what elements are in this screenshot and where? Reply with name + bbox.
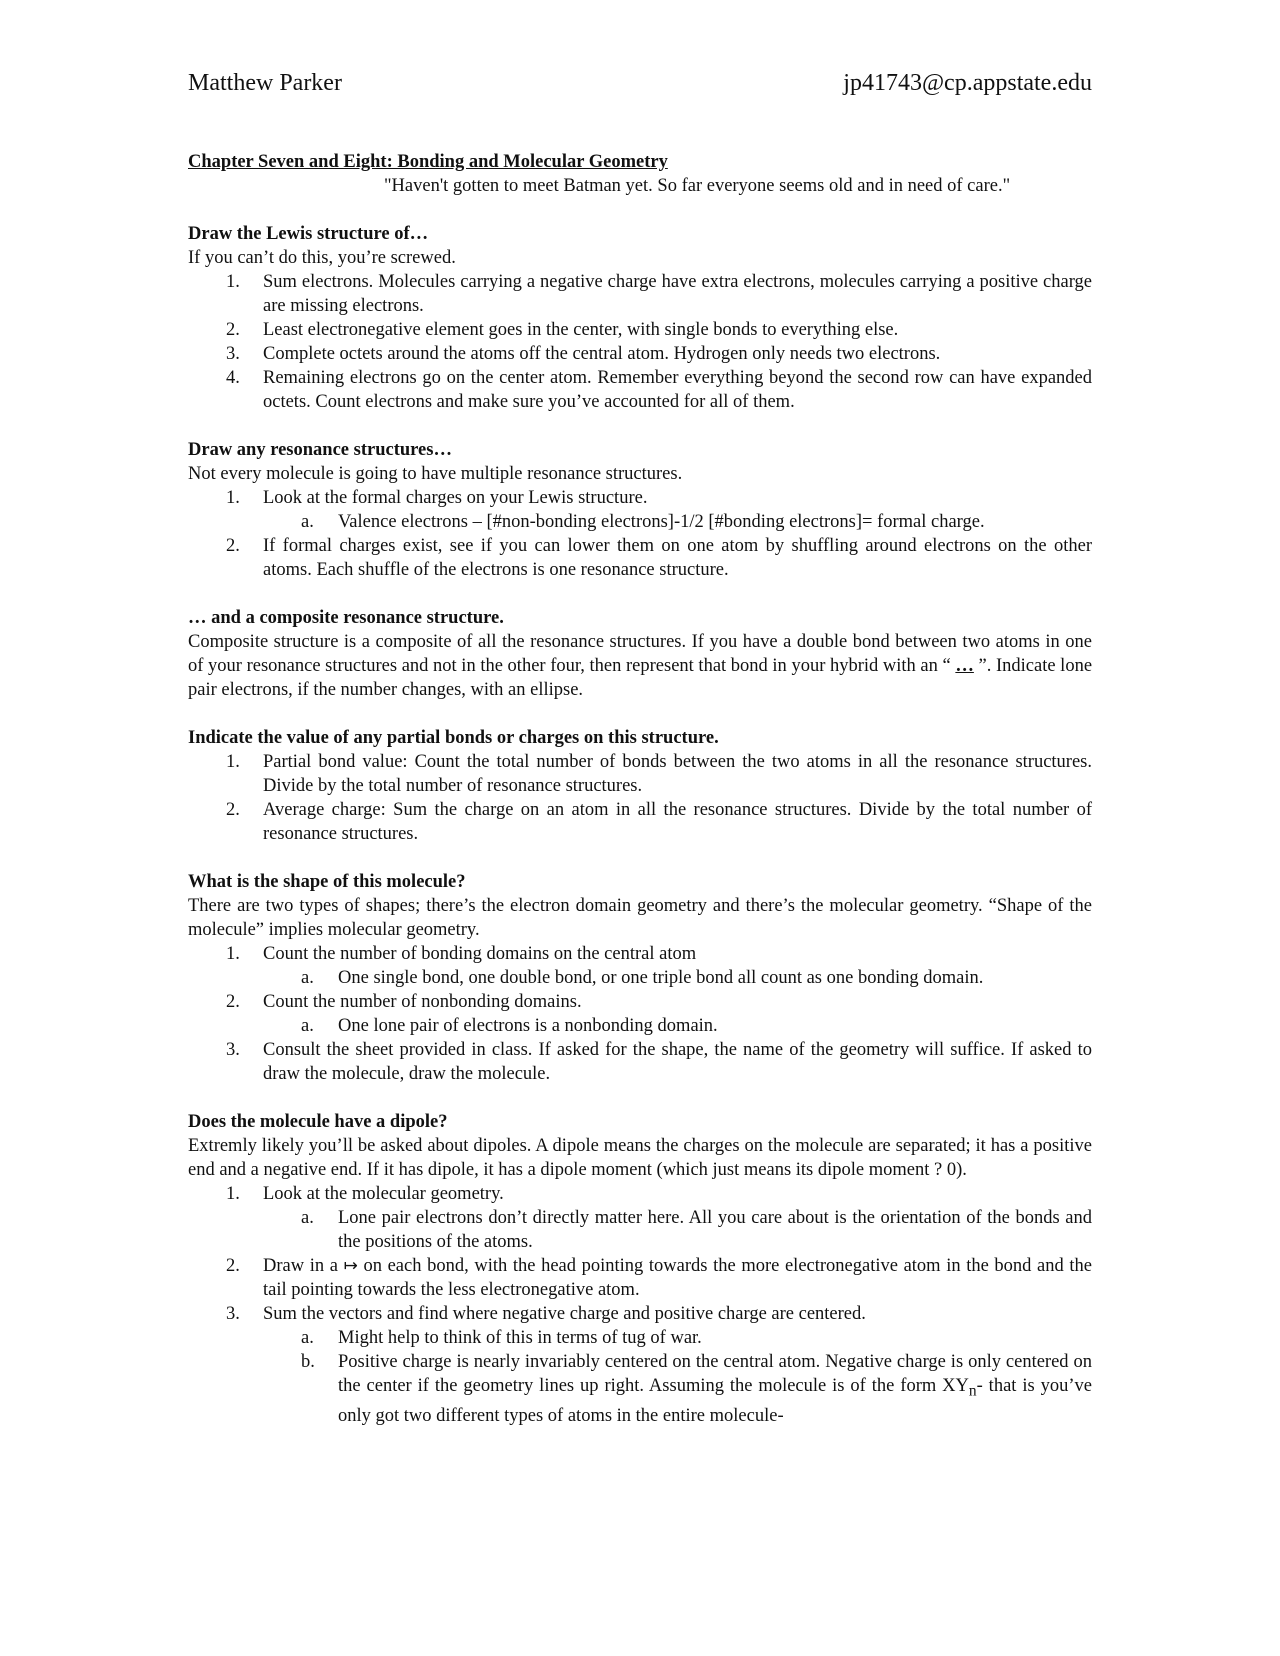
page-header (188, 70, 1092, 102)
list-item: 1. Count the number of bonding domains on the central atom a. One single bond, one double bond, or one triple bond all count as one bonding domain. (188, 942, 1092, 990)
item-text: Remaining electrons go on the center atom. Remember everything beyond the second row can have expanded octets. Count electrons and make sure you’ve accounted for all of them. (263, 368, 1092, 412)
sub-list-item: a. One lone pair of electrons is a nonbonding domain. (301, 1016, 718, 1036)
numbered-list (188, 486, 1092, 582)
item-number: 1. (226, 272, 240, 292)
item-text: One single bond, one double bond, or one triple bond all count as one bonding domain. (338, 968, 984, 988)
section-intro: There are two types of shapes; there’s the electron domain geometry and there’s the molecular geometry. “Shape of the molecule” implies molecular geometry. (188, 896, 1092, 940)
section-heading: What is the shape of this molecule? (188, 872, 466, 892)
item-text: Count the number of bonding domains on the central atom (263, 944, 697, 964)
item-number: 3. (226, 344, 240, 364)
list-item (188, 342, 1092, 366)
sub-list (263, 1326, 1092, 1428)
numbered-list (188, 270, 1092, 414)
list-item: 2. Draw in a ↦ on each bond, with the head pointing towards the more electronegative atom in the bond and the tail pointing towards the less electronegative atom. (226, 1256, 1092, 1300)
numbered-list (188, 942, 1092, 1086)
epigraph-quote: "Haven't gotten to meet Batman yet. So far everyone seems old and in need of care." (384, 176, 1011, 196)
section-heading: Draw the Lewis structure of… (188, 224, 429, 244)
section-partial (188, 726, 1092, 846)
item-text: Lone pair electrons don’t directly matter here. All you care about is the orientation of the bonds and the positions of the atoms. (338, 1208, 1092, 1252)
section-intro: Not every molecule is going to have multiple resonance structures. (188, 464, 683, 484)
sub-list (263, 1206, 1092, 1254)
sub-list-item: a. Might help to think of this in terms of tug of war. (301, 1328, 702, 1348)
item-text: Sum the vectors and find where negative charge and positive charge are centered. (263, 1304, 866, 1324)
numbered-list (188, 750, 1092, 846)
sub-list (263, 1014, 1092, 1038)
author-name: Matthew Parker (188, 70, 342, 96)
item-text: Look at the formal charges on your Lewis structure. (263, 488, 648, 508)
item-number: 2. (226, 800, 240, 820)
section-dipole (188, 1110, 1092, 1428)
numbered-list (188, 1182, 1092, 1428)
list-item (188, 366, 1092, 414)
sub-list-item: b. Positive charge is nearly invariably centered on the central atom. Negative charge is only centered on the center if the geometry lines up right. Assuming the molecule is of the form $XY_n-$ that is you’ve only got two different types of atoms in the entire molecule- (301, 1352, 1092, 1426)
item-number: 4. (226, 368, 240, 388)
list-item: 1. Look at the formal charges on your Lewis structure. a. Valence electrons – [#non-bonding electrons]-1/2 [#bonding electrons]= formal charge. (188, 486, 1092, 534)
item-text: One lone pair of electrons is a nonbonding domain. (338, 1016, 718, 1036)
item-text: Least electronegative element goes in the center, with single bonds to everything else. (263, 320, 899, 340)
list-item: 3. Sum the vectors and find where negative charge and positive charge are centered. a. Might help to think of this in terms of tug of war. b. Positive charge is nearly invariably centered on the central atom. Negative charge is only centered on the center if the geometry lines up right. Assuming the molecule is of the form $XY_n-$ that is you’ve only got two different types of atoms in the entire molecule- (226, 1304, 1092, 1426)
document-title: Chapter Seven and Eight: Bonding and Molecular Geometry (188, 152, 668, 172)
sub-list (263, 510, 1092, 534)
list-item (188, 318, 1092, 342)
section-shape (188, 870, 1092, 1086)
item-text: Consult the sheet provided in class. If asked for the shape, the name of the geometry will suffice. If asked to draw the molecule, draw the molecule. (263, 1040, 1092, 1084)
list-item (188, 270, 1092, 318)
item-text: If formal charges exist, see if you can lower them on one atom by shuffling around electrons on the other atoms. Each shuffle of the electrons is one resonance structure. (263, 536, 1092, 580)
list-item: 2. Count the number of nonbonding domains. a. One lone pair of electrons is a nonbonding domain. (188, 990, 1092, 1038)
item-text: Look at the molecular geometry. (263, 1184, 504, 1204)
dotted-bond-symbol: … (955, 656, 974, 676)
item-number: 1. (226, 752, 240, 772)
item-text: Valence electrons – [#non-bonding electrons]-1/2 [#bonding electrons]= formal charge. (338, 512, 985, 532)
list-item (188, 798, 1092, 846)
sub-list-item: a. Valence electrons – [#non-bonding electrons]-1/2 [#bonding electrons]= formal charge. (301, 512, 985, 532)
item-text: Average charge: Sum the charge on an atom in all the resonance structures. Divide by the total number of resonance structures. (263, 800, 1092, 844)
list-item: 3. Consult the sheet provided in class. If asked for the shape, the name of the geometry will suffice. If asked to draw the molecule, draw the molecule. (226, 1040, 1092, 1084)
author-email: jp41743@cp.appstate.edu (843, 70, 1092, 96)
item-number: 2. (226, 320, 240, 340)
list-item: 2. If formal charges exist, see if you can lower them on one atom by shuffling around electrons on the other atoms. Each shuffle of the electrons is one resonance structure. (226, 536, 1092, 580)
item-text: Partial bond value: Count the total number of bonds between the two atoms in all the resonance structures. Divide by the total number of resonance structures. (263, 752, 1092, 796)
section-heading: Does the molecule have a dipole? (188, 1112, 448, 1132)
dipole-arrow-icon: ↦ (343, 1256, 358, 1276)
item-text: Complete octets around the atoms off the central atom. Hydrogen only needs two electrons. (263, 344, 941, 364)
section-heading: Draw any resonance structures… (188, 440, 452, 460)
sub-list-item: a. Lone pair electrons don’t directly matter here. All you care about is the orientation of the bonds and the positions of the atoms. (301, 1208, 1092, 1252)
list-item: 1. Look at the molecular geometry. a. Lone pair electrons don’t directly matter here. All you care about is the orientation of the bonds and the positions of the atoms. (226, 1184, 1092, 1252)
section-intro: Extremly likely you’ll be asked about dipoles. A dipole means the charges on the molecule are separated; it has a positive end and a negative end. If it has dipole, it has a dipole moment (which just means its dipole moment ? 0). (188, 1136, 1092, 1180)
section-composite (188, 606, 1092, 702)
sub-list-item: a. One single bond, one double bond, or one triple bond all count as one bonding domain. (301, 968, 984, 988)
section-paragraph: Composite structure is a composite of all the resonance structures. If you have a double bond between two atoms in one of your resonance structures and not in the other four, then represent that bond in your hybrid with an “ … ”. Indicate lone pair electrons, if the number changes, with an ellipse. (188, 632, 1093, 700)
list-item (188, 750, 1092, 798)
section-intro: If you can’t do this, you’re screwed. (188, 248, 456, 268)
section-heading: Indicate the value of any partial bonds or charges on this structure. (188, 728, 719, 748)
item-text: Count the number of nonbonding domains. (263, 992, 582, 1012)
section-heading: … and a composite resonance structure. (188, 608, 504, 628)
sub-list (263, 966, 1092, 990)
document-body (188, 150, 1092, 1428)
item-text: Sum electrons. Molecules carrying a negative charge have extra electrons, molecules carrying a positive charge are missing electrons. (263, 272, 1092, 316)
section-resonance (188, 438, 1092, 582)
item-text: Might help to think of this in terms of tug of war. (338, 1328, 702, 1348)
section-lewis (188, 222, 1092, 414)
